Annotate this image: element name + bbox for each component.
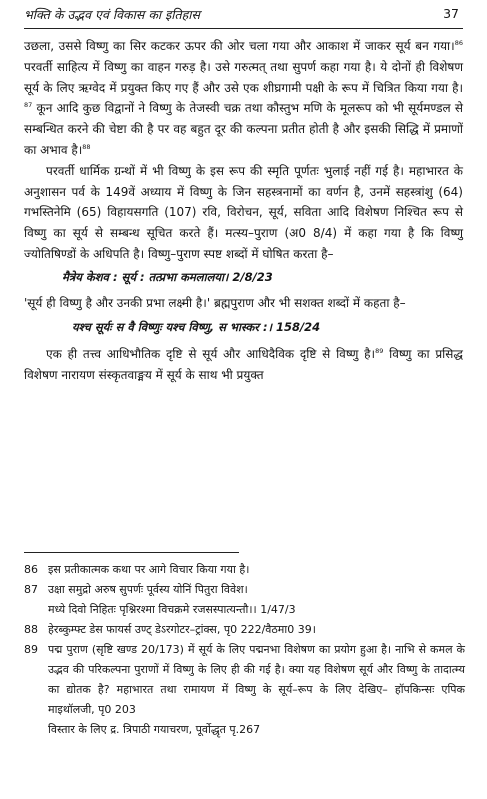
running-header	[24, 6, 463, 29]
footnote-89	[24, 640, 465, 740]
footnote-ref-86: 86	[454, 39, 463, 47]
footnote-text: मध्ये दिवो निहितः पृश्निरश्मा विचक्रमे रजसस्पात्यन्तौ।। 1/47/3	[48, 603, 296, 616]
footnote-88	[24, 620, 465, 640]
footnote-text: इस प्रतीकात्मक कथा पर आगे विचार किया गया है।	[48, 563, 250, 576]
footnote-86	[24, 560, 465, 580]
paragraph-4-text-a: एक ही तत्त्व आधिभौतिक दृष्टि से सूर्य और आधिदैविक दृष्टि से विष्णु है।	[46, 347, 376, 362]
footnote-text: हेरब्कुम्फ्ट डेस फायर्स उण्ट् डेऽरगोटर–ट्रांक्स, पृ0 222/वैठमा0 39।	[48, 623, 316, 636]
paragraph-4	[24, 344, 463, 386]
paragraph-1-text-c: कून आदि कुछ विद्वानों ने विष्णु के तेजस्वी चक्र तथा कौस्तुभ मणि के मूलरूप को भी सूर्यमण्डल से सम्बन्धित करने की चेष्टा की है पर वह बहुत दूर की कल्पना प्रतीत होती है और इसकी सिद्धि में प्रमाणों का अभाव है।	[24, 101, 463, 157]
footnote-number: 89	[24, 643, 38, 656]
running-title: भक्ति के उद्भव एवं विकास का इतिहास	[24, 7, 200, 22]
footnotes	[24, 560, 465, 740]
page-number: 37	[443, 6, 459, 21]
footnote-text: विस्तार के लिए द्र. त्रिपाठी गयाचरण, पूर्वोद्धृत पृ.267	[48, 723, 261, 736]
footnote-ref-89: 89	[375, 347, 384, 356]
footnote-ref-88: 88	[82, 142, 91, 151]
paragraph-2: परवर्ती धार्मिक ग्रन्थों में भी विष्णु के इस रूप की स्मृति पूर्णतः भुलाई नहीं गई है। महाभारत के अनुशासन पर्व के 149वें अध्याय में विष्णु के जिन सहस्त्रनामों का वर्णन है, उनमें सहस्त्रांशु (64) गभस्तिनेमि (65) विहायसगति (107) रवि, विरोचन, सूर्य, सविता आदि विशेषण निश्चित रूप से विष्णु का सूर्य से सम्बन्ध सूचित करते हैं। मत्स्य–पुराण (अ0 8/4) में कहा गया है कि विष्णु ज्योतिषिण्डों के अधिपति है। विष्णु–पुराण स्पष्ट शब्दों में घोषित करता है–	[24, 163, 463, 261]
footnote-number: 86	[24, 563, 38, 576]
paragraph-3: 'सूर्य ही विष्णु है और उनकी प्रभा लक्ष्मी है।' ब्रह्मपुराण और भी सशक्त शब्दों में कहता है–	[24, 295, 406, 310]
main-text	[24, 36, 463, 386]
footnote-text: उक्षा समुद्रो अरुष सुपर्णः पूर्वस्य योनिं पितुरा विवेश।	[48, 583, 248, 596]
verse-quote-vishnu-purana: मैत्रेय केशव : सूर्य : तत्प्रभा कमलालया। 2/8/23	[62, 269, 273, 284]
footnote-87	[24, 580, 465, 620]
footnote-number: 87	[24, 583, 38, 596]
footnote-text: पद्म पुराण (सृष्टि खण्ड 20/173) में सूर्य के लिए पद्मनभा विशेषण का प्रयोग हुआ है। नाभि से कमल के उद्भव की परिकल्पना पुराणों में विष्णु के लिए ही की गई है। क्या यह विशेषण सूर्य और विष्णु के तादात्म्य का द्योतक है? महाभारत तथा रामायण में विष्णु के सूर्य–रूप के लिए देखिए– हॉपकिन्सः एपिक माइथॉलजी, पृ0 203	[48, 643, 465, 716]
paragraph-4-text-b: विष्णु का प्रसिद्ध विशेषण नारायण संस्कृतवाङ्मय में सूर्य के साथ भी प्रयुक्त	[24, 347, 463, 382]
verse-quote-brahma-purana: यश्च सूर्यः स वै विष्णुः यश्च विष्णु, स भास्कर :। 158/24	[72, 320, 321, 335]
footnote-number: 88	[24, 623, 38, 636]
footnote-ref-87: 87	[24, 101, 33, 110]
paragraph-1-text-a: उछला, उससे विष्णु का सिर कटकर ऊपर की ओर चला गया और आकाश में जाकर सूर्य बन गया।	[24, 39, 455, 53]
paragraph-1-text-b: परवर्ती साहित्य में विष्णु का वाहन गरुड़ है। उसे गरुत्मत् तथा सुपर्ण कहा गया है। ये दोनों ही विशेषण सूर्य के लिए ऋग्वेद में प्रयुक्त किए गए हैं और उसे एक शीघ्रगामी पक्षी के रूप में चित्रित किया गया है।	[24, 59, 463, 95]
paragraph-1	[24, 36, 463, 161]
footnote-divider	[24, 552, 239, 553]
